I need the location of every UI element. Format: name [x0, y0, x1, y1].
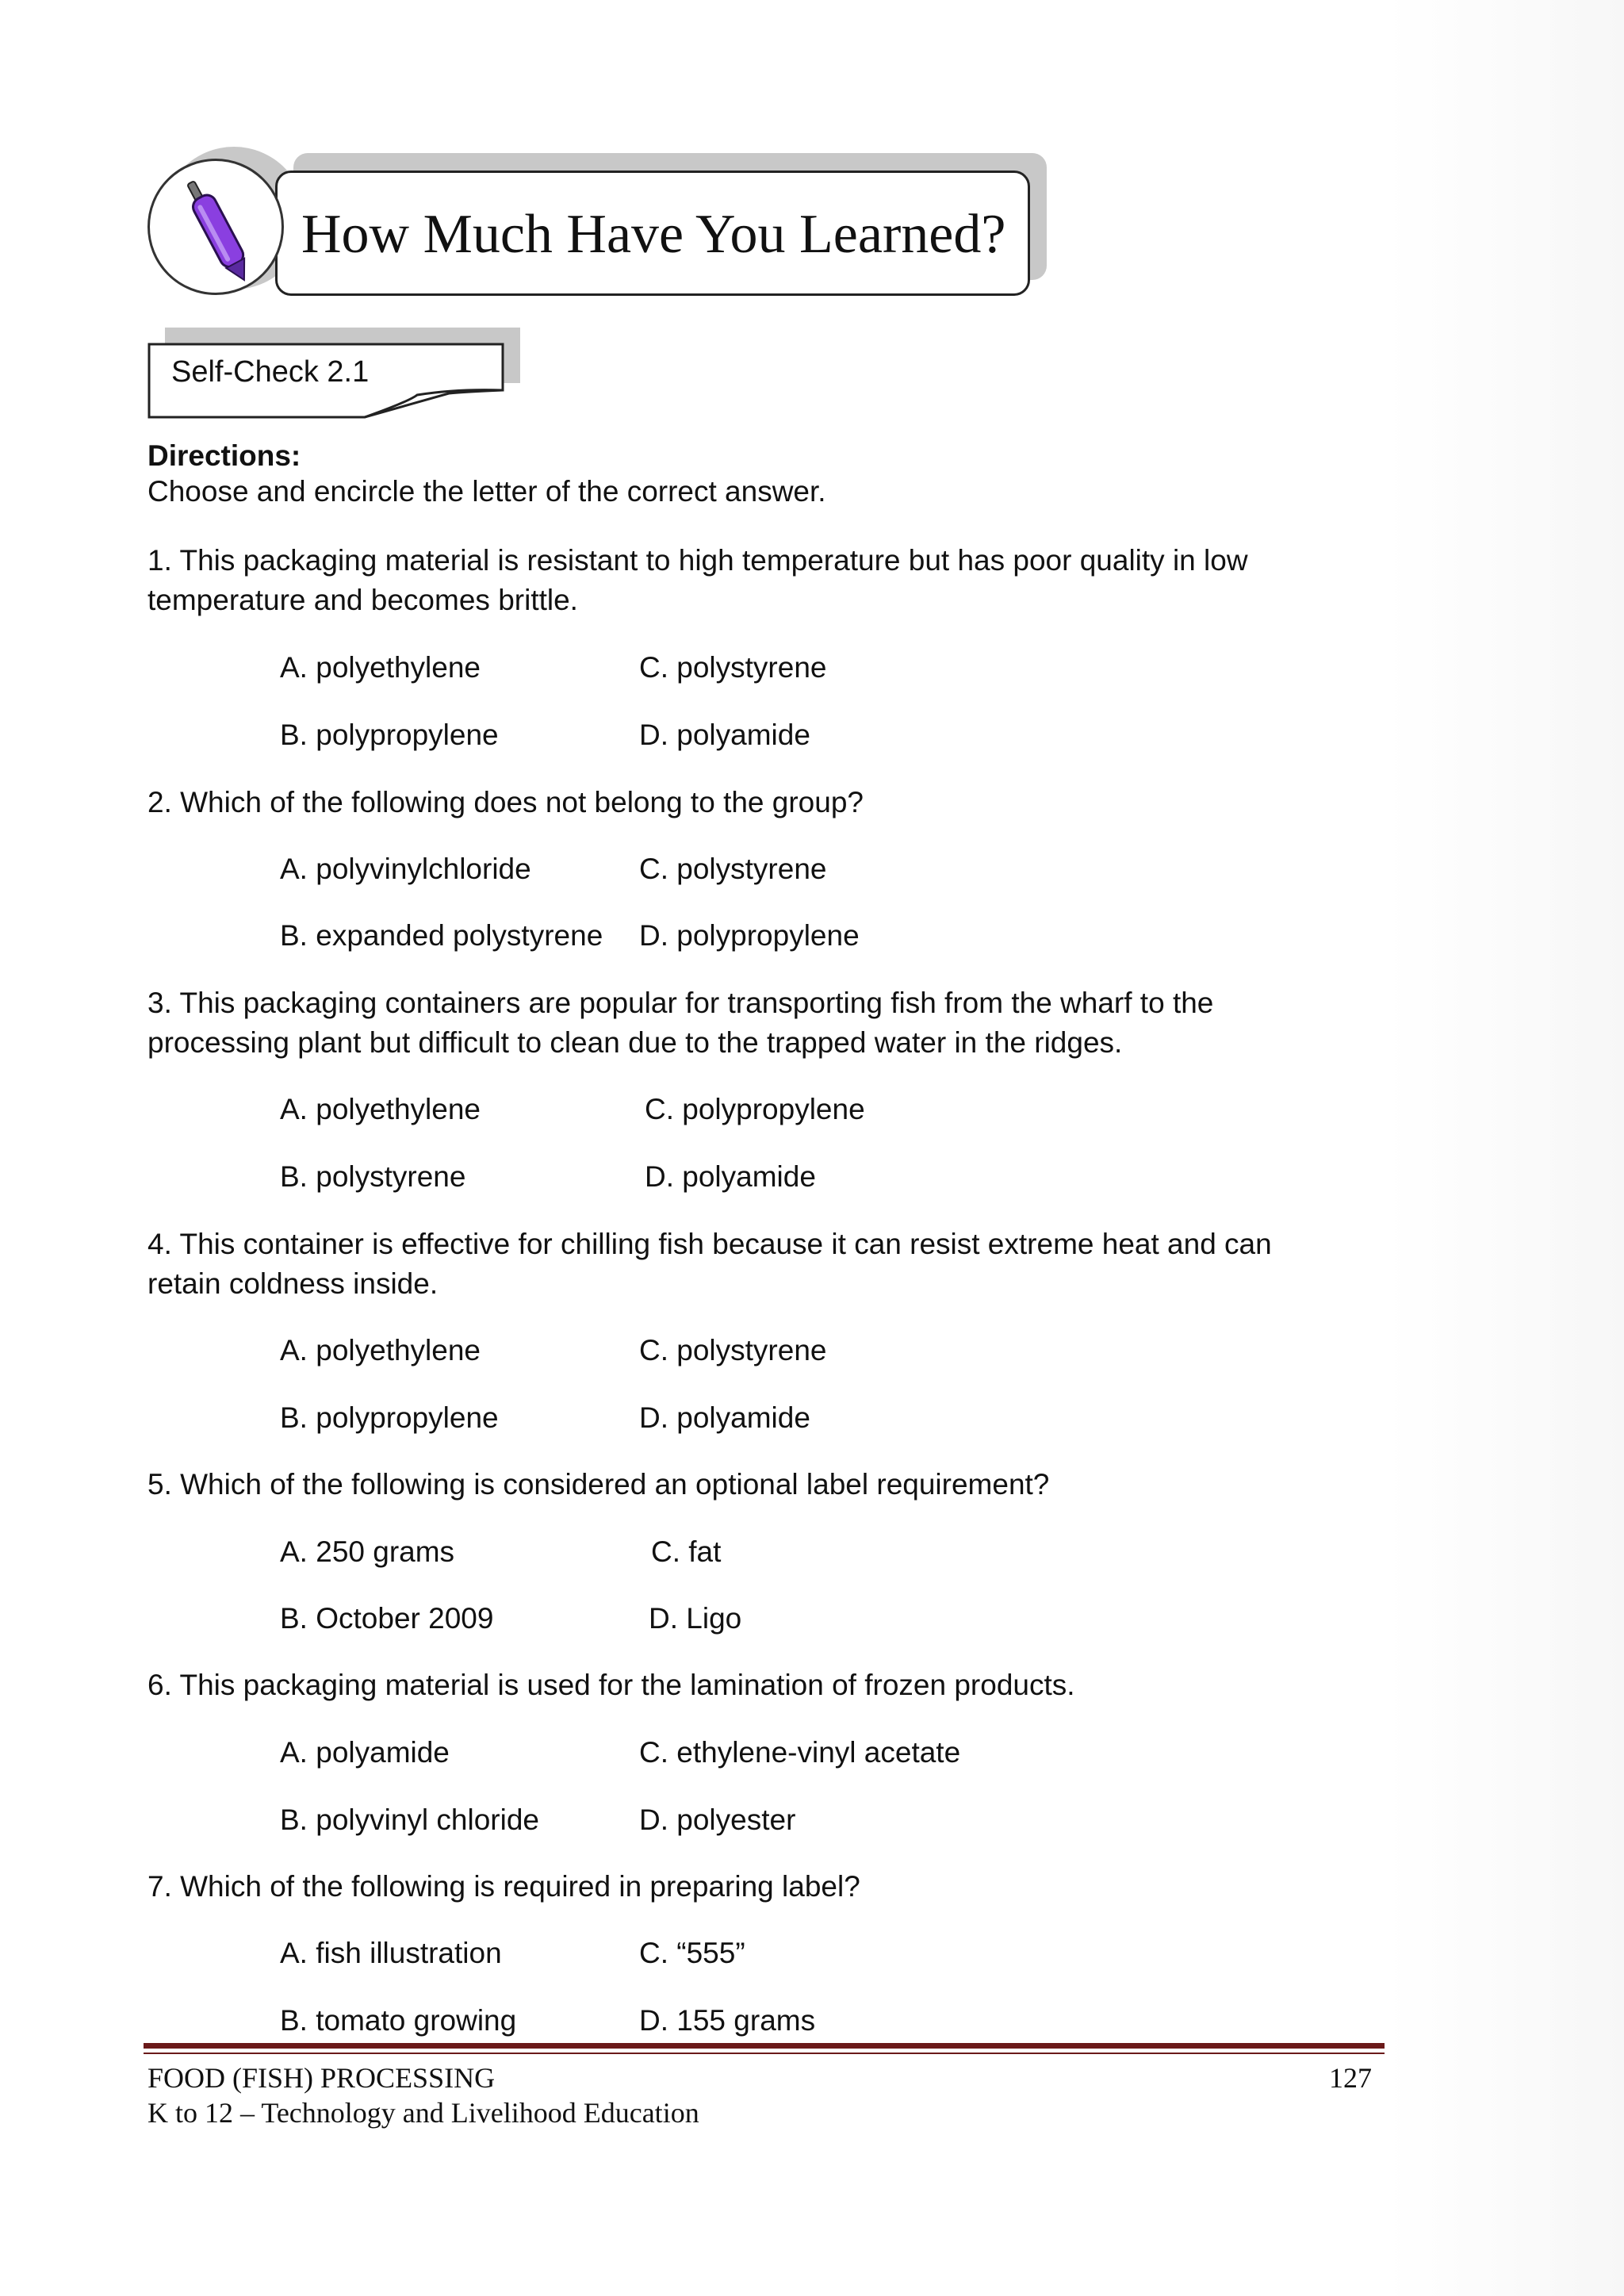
q6-option-a[interactable]: A. polyamide: [280, 1736, 450, 1769]
q2-option-b[interactable]: B. expanded polystyrene: [280, 919, 603, 952]
q2-option-d[interactable]: D. polypropylene: [639, 919, 860, 952]
q7-option-a[interactable]: A. fish illustration: [280, 1937, 502, 1969]
question-2-line-1: 2. Which of the following does not belong to the group?: [147, 786, 864, 818]
footer-subject: FOOD (FISH) PROCESSING: [147, 2062, 496, 2094]
pen-icon: [147, 159, 284, 295]
title-banner: [275, 171, 1030, 296]
question-4-line-2: retain coldness inside.: [147, 1267, 439, 1300]
q4-option-b[interactable]: B. polypropylene: [280, 1401, 499, 1434]
q5-option-b[interactable]: B. October 2009: [280, 1602, 494, 1635]
page-title: How Much Have You Learned?: [301, 204, 1006, 265]
q4-option-c[interactable]: C. polystyrene: [639, 1334, 827, 1366]
question-7-line-1: 7. Which of the following is required in preparing label?: [147, 1870, 860, 1903]
q5-option-c[interactable]: C. fat: [651, 1535, 722, 1568]
question-3-line-2: processing plant but difficult to clean due to the trapped water in the ridges.: [147, 1026, 1123, 1059]
q1-option-d[interactable]: D. polyamide: [639, 719, 810, 751]
question-4-line-1: 4. This container is effective for chilling fish because it can resist extreme heat and can: [147, 1228, 1272, 1260]
q3-option-c[interactable]: C. polypropylene: [645, 1093, 865, 1125]
self-check-tag: [147, 343, 504, 419]
page-number: 127: [1329, 2062, 1372, 2094]
question-1-line-2: temperature and becomes brittle.: [147, 584, 578, 616]
q2-option-a[interactable]: A. polyvinylchloride: [280, 853, 531, 885]
footer-rule-thick: [144, 2043, 1385, 2049]
question-5-line-1: 5. Which of the following is considered an optional label requirement?: [147, 1468, 1050, 1501]
directions-text: Choose and encircle the letter of the correct answer.: [147, 475, 826, 508]
page-edge-shade: [1386, 0, 1624, 2296]
q1-option-c[interactable]: C. polystyrene: [639, 651, 827, 684]
q4-option-a[interactable]: A. polyethylene: [280, 1334, 481, 1366]
footer-rule-thin: [144, 2053, 1385, 2054]
footer-curriculum: K to 12 – Technology and Livelihood Education: [147, 2097, 699, 2129]
question-1-line-1: 1. This packaging material is resistant to high temperature but has poor quality in low: [147, 544, 1248, 577]
q1-option-b[interactable]: B. polypropylene: [280, 719, 499, 751]
q5-option-a[interactable]: A. 250 grams: [280, 1535, 455, 1568]
q3-option-a[interactable]: A. polyethylene: [280, 1093, 481, 1125]
question-3-line-1: 3. This packaging containers are popular for transporting fish from the wharf to the: [147, 987, 1214, 1019]
q6-option-d[interactable]: D. polyester: [639, 1803, 796, 1836]
q7-option-c[interactable]: C. “555”: [639, 1937, 745, 1969]
q3-option-b[interactable]: B. polystyrene: [280, 1160, 466, 1193]
q2-option-c[interactable]: C. polystyrene: [639, 853, 827, 885]
question-6-line-1: 6. This packaging material is used for the lamination of frozen products.: [147, 1669, 1075, 1701]
q5-option-d[interactable]: D. Ligo: [649, 1602, 742, 1635]
directions-heading: Directions:: [147, 439, 301, 472]
q6-option-b[interactable]: B. polyvinyl chloride: [280, 1803, 539, 1836]
q6-option-c[interactable]: C. ethylene-vinyl acetate: [639, 1736, 961, 1769]
self-check-label: Self-Check 2.1: [171, 355, 370, 389]
q7-option-d[interactable]: D. 155 grams: [639, 2004, 816, 2037]
q3-option-d[interactable]: D. polyamide: [645, 1160, 816, 1193]
q4-option-d[interactable]: D. polyamide: [639, 1401, 810, 1434]
q7-option-b[interactable]: B. tomato growing: [280, 2004, 517, 2037]
q1-option-a[interactable]: A. polyethylene: [280, 651, 481, 684]
